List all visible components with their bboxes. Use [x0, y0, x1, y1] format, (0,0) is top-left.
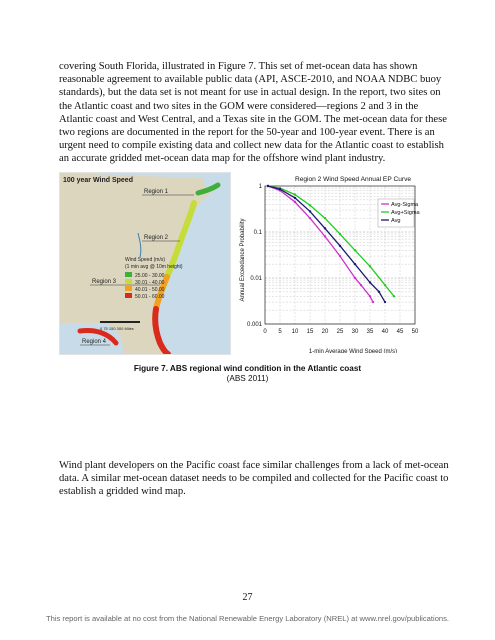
series-line-3	[268, 186, 385, 302]
series-line-2	[268, 186, 394, 296]
page-number: 27	[242, 592, 253, 603]
series-2-point	[309, 204, 311, 206]
series-3-point	[294, 197, 296, 199]
series-2-point	[369, 265, 371, 267]
x-tick-label: 35	[366, 329, 374, 335]
series-3-point	[354, 263, 356, 265]
series-3-point	[267, 185, 269, 187]
series-3-point	[369, 281, 371, 283]
map-legend-swatch-3	[125, 286, 132, 291]
series-2-point	[339, 233, 341, 235]
map-legend-label-2: 30.01 - 40.00	[135, 280, 165, 286]
map-legend-swatch-4	[125, 293, 132, 298]
series-1-point	[339, 255, 341, 257]
chart-legend	[378, 199, 421, 227]
figure-7	[59, 172, 436, 353]
series-2-point	[354, 249, 356, 251]
map-scale-bar	[100, 321, 140, 323]
series-3-point	[339, 245, 341, 247]
body-paragraph-2: Wind plant developers on the Pacific coast face similar challenges from a lack of met-ocean data. A similar met-ocean dataset needs to be compiled and collected for the Pacific coast to establish a gridded wind map.	[59, 460, 449, 498]
x-tick-label: 0	[263, 329, 267, 335]
series-1-point	[324, 235, 326, 237]
series-2-point	[384, 284, 386, 286]
map-legend-label-1: 25.00 - 30.00	[135, 273, 165, 279]
map-legend-label-4: 50.01 - 60.00	[135, 294, 165, 300]
chart-x-axis-label: 1-min Average Wind Speed (m/s)	[308, 349, 398, 353]
map-legend-subtitle: (1 min avg @ 10m height)	[125, 264, 183, 270]
legend-label: Avg-Sigma	[391, 202, 419, 208]
ep-curve-chart	[233, 172, 433, 353]
map-region-3-label: Region 3	[92, 279, 117, 285]
series-1-point	[372, 301, 374, 303]
chart-title: Region 2 Wind Speed Annual EP Curve	[294, 176, 412, 183]
series-3-point	[378, 291, 380, 293]
x-tick-label: 40	[381, 329, 389, 335]
series-3-point	[279, 188, 281, 190]
x-tick-label: 30	[351, 329, 359, 335]
series-1-point	[294, 201, 296, 203]
series-1-point	[360, 284, 362, 286]
y-tick-label: 0.01	[250, 276, 262, 282]
body-paragraph-1: covering South Florida, illustrated in Figure 7. This set of met-ocean data has shown reasonable agreement to available public data (API, ASCE-2010, and NOAA NDBC buoy standards), but the data set is not meant for use in actual design. In the report, two sites on the Atlantic coast and two sites in the GOM were considered—regions 2 and 3 in the Atlantic coast and West Central, and a Texas site in the GOM. The met-ocean data for these two regions are documented in the report for the 50-year and 100-year event. There is an urgent need to compile existing data and collect new data for the Atlantic coast to establish an accurate gridded met-ocean data map for the offshore wind plant industry.	[59, 61, 447, 165]
map-legend-title: Wind Speed (m/s)	[125, 257, 166, 263]
figure-source: (ABS 2011)	[226, 374, 269, 383]
map-legend-swatch-1	[125, 272, 132, 277]
x-tick-label: 25	[336, 329, 344, 335]
x-tick-label: 15	[306, 329, 314, 335]
series-line-1	[268, 186, 373, 302]
series-1-point	[309, 217, 311, 219]
series-3-point	[309, 210, 311, 212]
series-1-point	[354, 277, 356, 279]
map-region-1-label: Region 1	[144, 189, 169, 195]
x-tick-label: 50	[411, 329, 419, 335]
figure-caption: Figure 7. ABS regional wind condition in the Atlantic coast	[133, 364, 362, 373]
page-footer: This report is available at no cost from the National Renewable Energy Laboratory (NREL) at www.nrel.gov/publications.	[45, 614, 450, 623]
map-region-4-label: Region 4	[82, 339, 107, 345]
series-2-point	[324, 217, 326, 219]
map-scale-label: 0 75 150 300 Miles	[100, 326, 134, 331]
x-tick-label: 20	[321, 329, 329, 335]
map-legend-label-3: 40.01 - 50.00	[135, 287, 165, 293]
chart-series	[267, 185, 395, 303]
legend-label: Avg+Sigma	[391, 210, 420, 216]
map-region-2-label: Region 2	[144, 235, 169, 241]
x-tick-label: 45	[396, 329, 404, 335]
map-title: 100 year Wind Speed	[63, 177, 133, 184]
series-2-point	[294, 193, 296, 195]
y-tick-label: 1	[258, 184, 262, 190]
map-graphic	[60, 173, 230, 354]
x-tick-label: 10	[291, 329, 299, 335]
x-tick-label: 5	[278, 329, 282, 335]
series-1-point	[369, 295, 371, 297]
legend-label: Avg	[391, 218, 401, 224]
wind-speed-map	[59, 172, 231, 355]
y-tick-label: 0.1	[253, 230, 262, 236]
chart-y-axis-label: Annual Exceedance Probability	[240, 218, 246, 302]
map-legend-swatch-2	[125, 279, 132, 284]
y-tick-label: 0.001	[246, 322, 262, 328]
series-2-point	[393, 295, 395, 297]
series-3-point	[384, 301, 386, 303]
series-3-point	[324, 227, 326, 229]
